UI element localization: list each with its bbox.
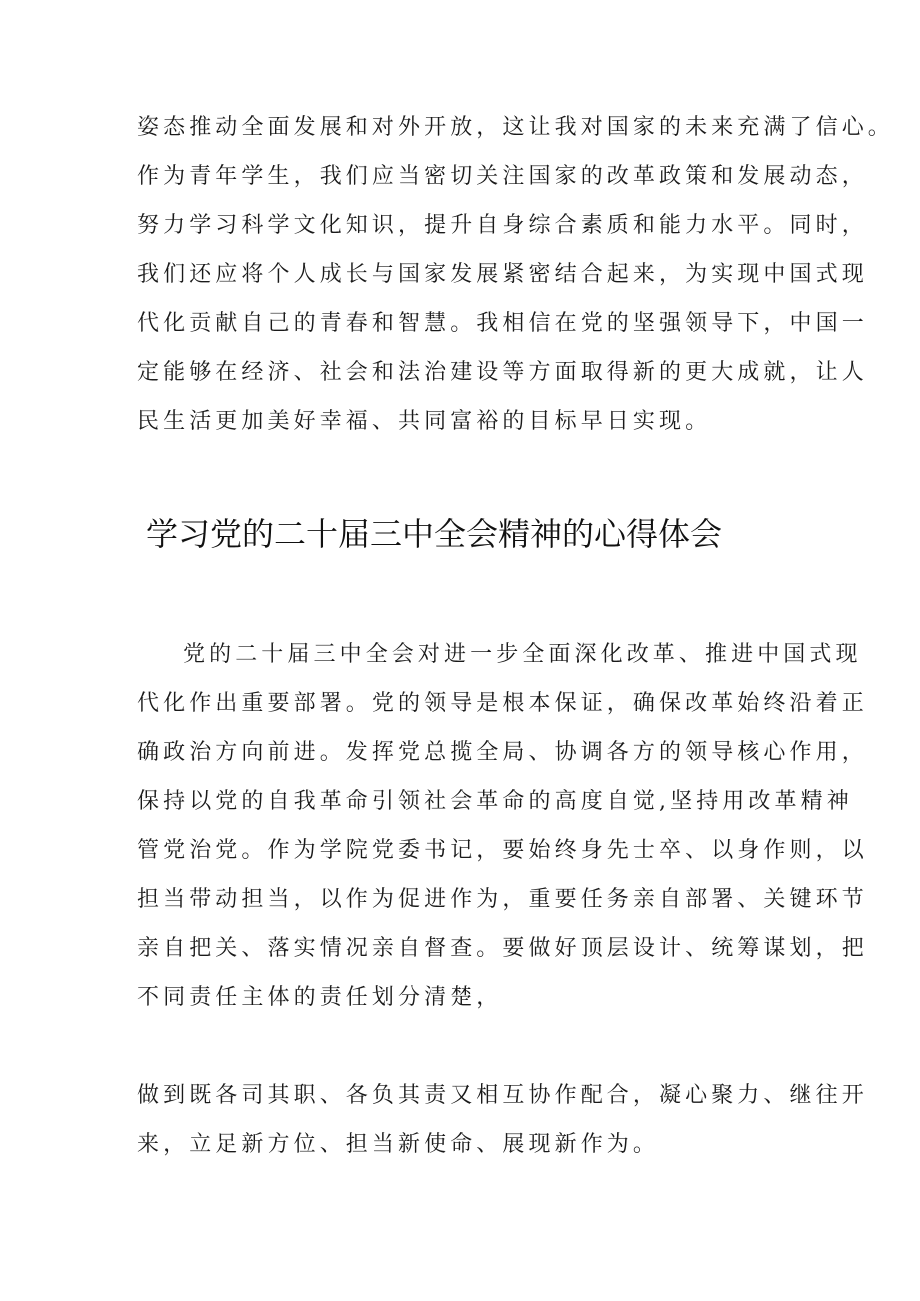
intro-line: 代化贡献自己的青春和智慧。我相信在党的坚强领导下，中国一 xyxy=(137,311,868,336)
body-line: 党的二十届三中全会对进一步全面深化改革、推进中国式现 xyxy=(183,642,862,667)
intro-line: 我们还应将个人成长与国家发展紧密结合起来，为实现中国式现 xyxy=(137,262,868,287)
intro-line: 姿态推动全面发展和对外开放，这让我对国家的未来充满了信心。 xyxy=(137,115,894,140)
intro-line: 定能够在经济、社会和法治建设等方面取得新的更大成就，让人 xyxy=(137,360,868,385)
closing-line: 做到既各司其职、各负其责又相互协作配合，凝心聚力、继往开 xyxy=(137,1083,868,1108)
body-line: 管党治党。作为学院党委书记，要始终身先士卒、以身作则，以 xyxy=(137,838,868,863)
body-line: 代化作出重要部署。党的领导是根本保证，确保改革始终沿着正 xyxy=(137,691,868,716)
intro-line: 作为青年学生，我们应当密切关注国家的改革政策和发展动态， xyxy=(137,164,868,189)
closing-line: 来，立足新方位、担当新使命、展现新作为。 xyxy=(137,1132,660,1157)
body-line: 亲自把关、落实情况亲自督查。要做好顶层设计、统筹谋划，把 xyxy=(137,936,868,961)
body-line: 保持以党的自我革命引领社会革命的高度自觉,坚持用改革精神 xyxy=(137,789,853,814)
body-line: 担当带动担当，以作为促进作为，重要任务亲自部署、关键环节 xyxy=(137,887,868,912)
intro-line: 努力学习科学文化知识，提升自身综合素质和能力水平。同时， xyxy=(137,213,868,238)
body-line: 确政治方向前进。发挥党总揽全局、协调各方的领导核心作用， xyxy=(137,740,868,765)
intro-line: 民生活更加美好幸福、共同富裕的目标早日实现。 xyxy=(137,409,712,434)
section-title: 学习党的二十届三中全会精神的心得体会 xyxy=(146,515,723,553)
body-line: 不同责任主体的责任划分清楚， xyxy=(137,985,503,1010)
